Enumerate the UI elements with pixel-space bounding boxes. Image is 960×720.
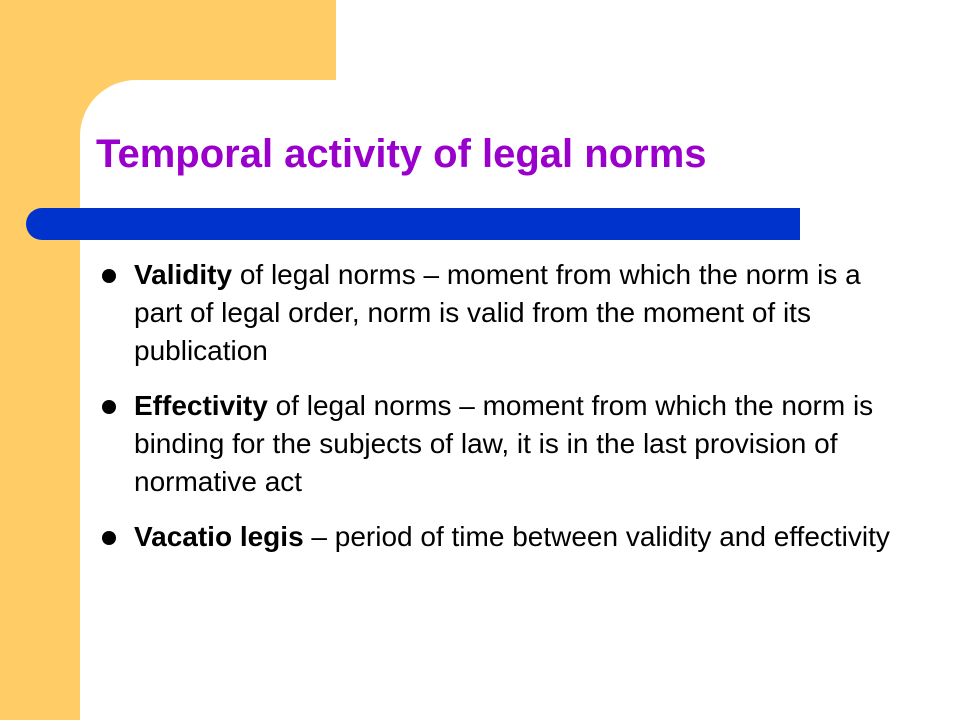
bullet-item-validity xyxy=(100,256,890,370)
bullet-dot-icon xyxy=(102,269,116,283)
bullet-text: of legal norms – moment from which the norm is binding for the subjects of law, it is in the last provision of normative act xyxy=(134,390,874,497)
bullet-dot-icon xyxy=(102,531,116,545)
bullet-item-vacatio-legis xyxy=(100,518,890,556)
bullet-item-effectivity xyxy=(100,387,890,501)
decorative-frame-left xyxy=(0,0,80,720)
slide-title: Temporal activity of legal norms xyxy=(96,132,707,176)
bullet-dot-icon xyxy=(102,400,116,414)
bullet-term: Effectivity xyxy=(134,390,268,421)
bullet-term: Validity xyxy=(134,259,233,290)
bullet-text: of legal norms – moment from which the norm is a part of legal order, norm is valid from the moment of its publication xyxy=(134,259,861,366)
bullet-list xyxy=(100,256,890,573)
bullet-text: – period of time between validity and effectivity xyxy=(303,521,890,552)
bullet-term: Vacatio legis xyxy=(134,521,304,552)
title-underline-bar xyxy=(26,208,800,240)
